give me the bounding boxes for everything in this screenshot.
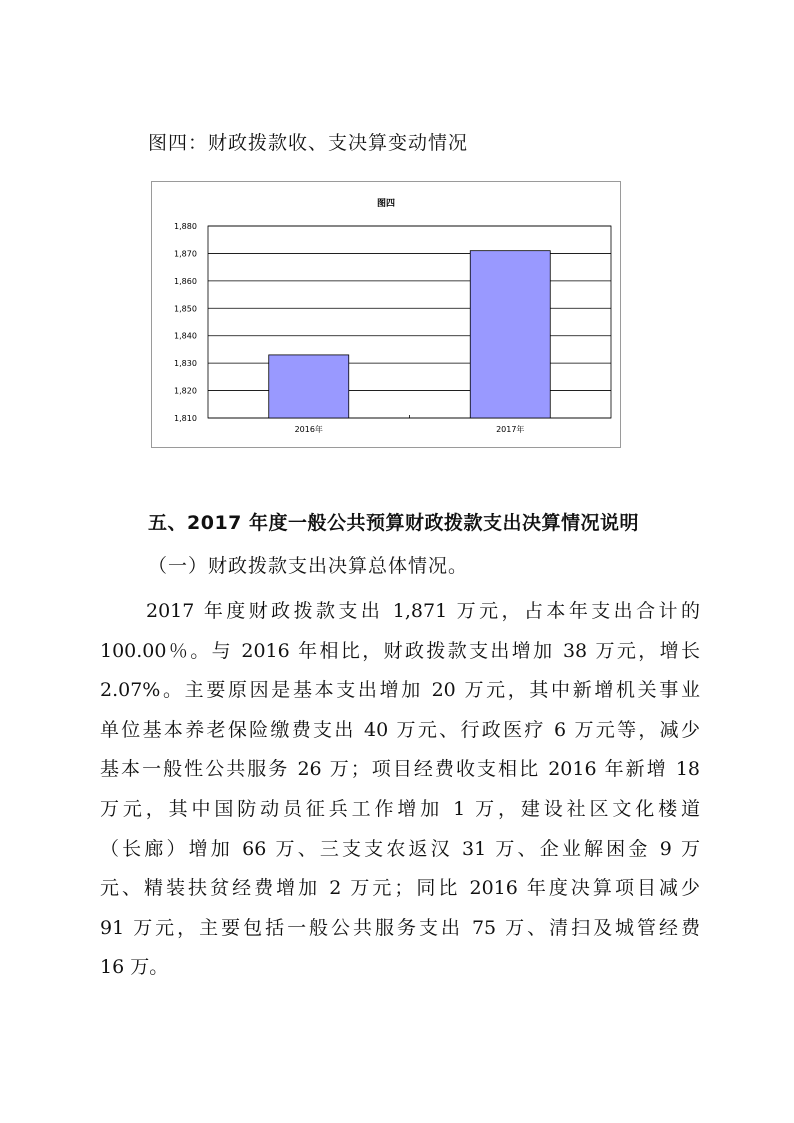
paragraph-line: 基本一般性公共服务 26 万；项目经费收支相比 2016 年新增 18 (100, 758, 700, 781)
paragraph-line: 100.00％。与 2016 年相比，财政拨款支出增加 38 万元，增长 (100, 639, 700, 662)
y-tick-label: 1,880 (174, 222, 197, 231)
bar-chart (151, 181, 621, 448)
section-title: 五、2017 年度一般公共预算财政拨款支出决算情况说明 (148, 512, 639, 534)
bar-2016年 (269, 355, 349, 418)
paragraph-line: 单位基本养老保险缴费支出 40 万元、行政医疗 6 万元等，减少 (100, 718, 700, 741)
paragraph-line: 2.07%。主要原因是基本支出增加 20 万元，其中新增机关事业 (100, 679, 700, 702)
figure-caption: 图四：财政拨款收、支决算变动情况 (148, 132, 469, 154)
y-tick-label: 1,860 (174, 276, 197, 286)
x-category-label: 2016年 (294, 425, 323, 434)
chart-title: 图四 (376, 199, 396, 209)
paragraph-line: 91 万元，主要包括一般公共服务支出 75 万、清扫及城管经费 (100, 916, 700, 939)
paragraph-line: 万元，其中国防动员征兵工作增加 1 万，建设社区文化楼道 (100, 797, 700, 820)
y-tick-label: 1,850 (174, 304, 197, 314)
paragraph-line: 2017 年度财政拨款支出 1,871 万元，占本年支出合计的 (146, 600, 700, 622)
body-paragraph (100, 592, 700, 988)
x-category-label: 2017年 (496, 425, 525, 434)
bar-2017年 (470, 251, 550, 418)
bar-chart-svg (152, 182, 620, 447)
paragraph-line: 元、精装扶贫经费增加 2 万元；同比 2016 年度决算项目减少 (100, 877, 700, 900)
y-tick-label: 1,830 (174, 359, 197, 369)
paragraph-line: （长廊）增加 66 万、三支支农返汉 31 万、企业解困金 9 万 (100, 837, 700, 860)
y-tick-label: 1,820 (174, 386, 197, 396)
y-tick-label: 1,810 (174, 414, 197, 423)
y-tick-label: 1,840 (174, 331, 197, 341)
y-tick-label: 1,870 (174, 249, 197, 259)
paragraph-line: 16 万。 (100, 956, 169, 979)
subheading: （一）财政拨款支出决算总体情况。 (148, 555, 469, 577)
